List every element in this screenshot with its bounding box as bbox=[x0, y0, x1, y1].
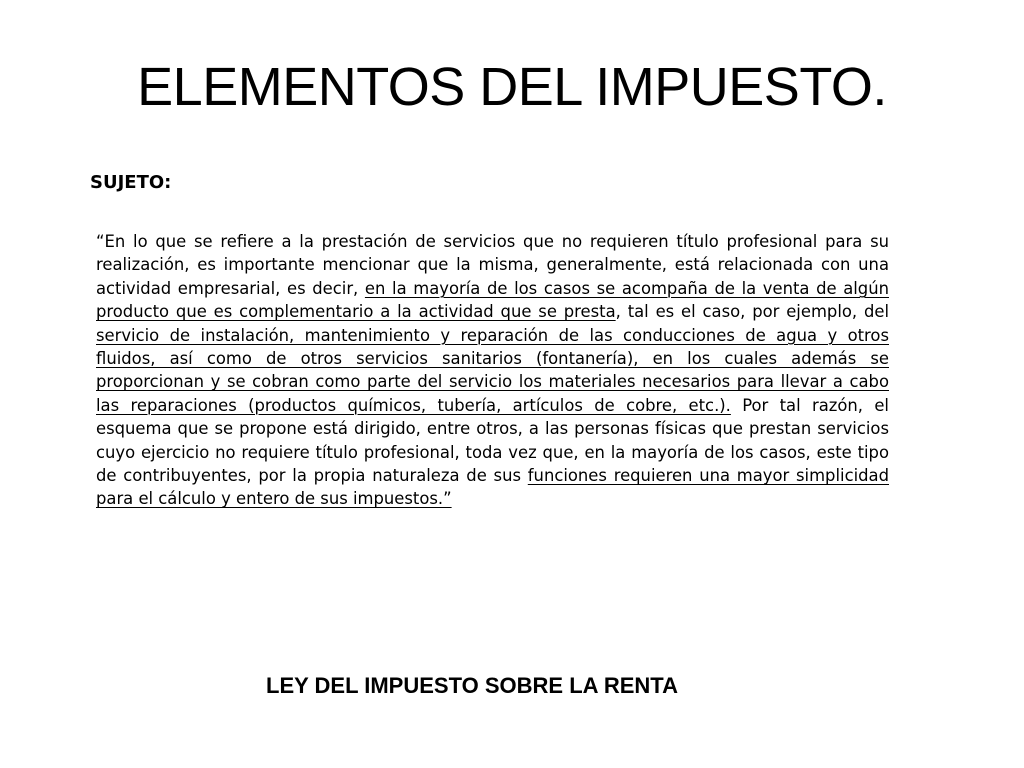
slide-title: ELEMENTOS DEL IMPUESTO. bbox=[137, 57, 887, 117]
quote-underlined-part-2: en la mayoría de los casos se acompaña de la venta de algún producto que es complementario a la actividad que se presta bbox=[96, 278, 889, 322]
quote-text-part-3: , tal es el caso, por ejemplo, del bbox=[615, 302, 889, 322]
quote-text-part-5: Por tal razón, el esquema que se propone está dirigido, entre otros, a las personas físicas que prestan servicios cuyo ejercicio no requiere título profesional, toda vez que, en la mayoría de los casos, este tipo de contribuyentes, por la propia naturaleza de sus bbox=[96, 395, 889, 486]
quoted-paragraph bbox=[96, 230, 889, 511]
quote-underlined-part-4: servicio de instalación, mantenimiento y reparación de las conducciones de agua y otros fluidos, así como de otros servicios sanitarios (fontanería), en los cuales además se proporcionan y se cobran como parte del servicio los materiales necesarios para llevar a cabo las reparaciones (productos químicos, tubería, artículos de cobre, etc.). bbox=[96, 325, 889, 415]
open-quote-mark: “ bbox=[96, 232, 105, 251]
law-reference: LEY DEL IMPUESTO SOBRE LA RENTA bbox=[266, 673, 678, 698]
quote-text-part-1: En lo que se refiere a la prestación de servicios que no requieren título profesional para su realización, es importante mencionar que la misma, generalmente, está relacionada con una actividad empresarial, es decir, bbox=[96, 232, 889, 298]
quote-underlined-part-6: funciones requieren una mayor simplicidad para el cálculo y entero de sus impuestos.” bbox=[96, 466, 889, 509]
section-subheading: SUJETO: bbox=[90, 172, 172, 193]
